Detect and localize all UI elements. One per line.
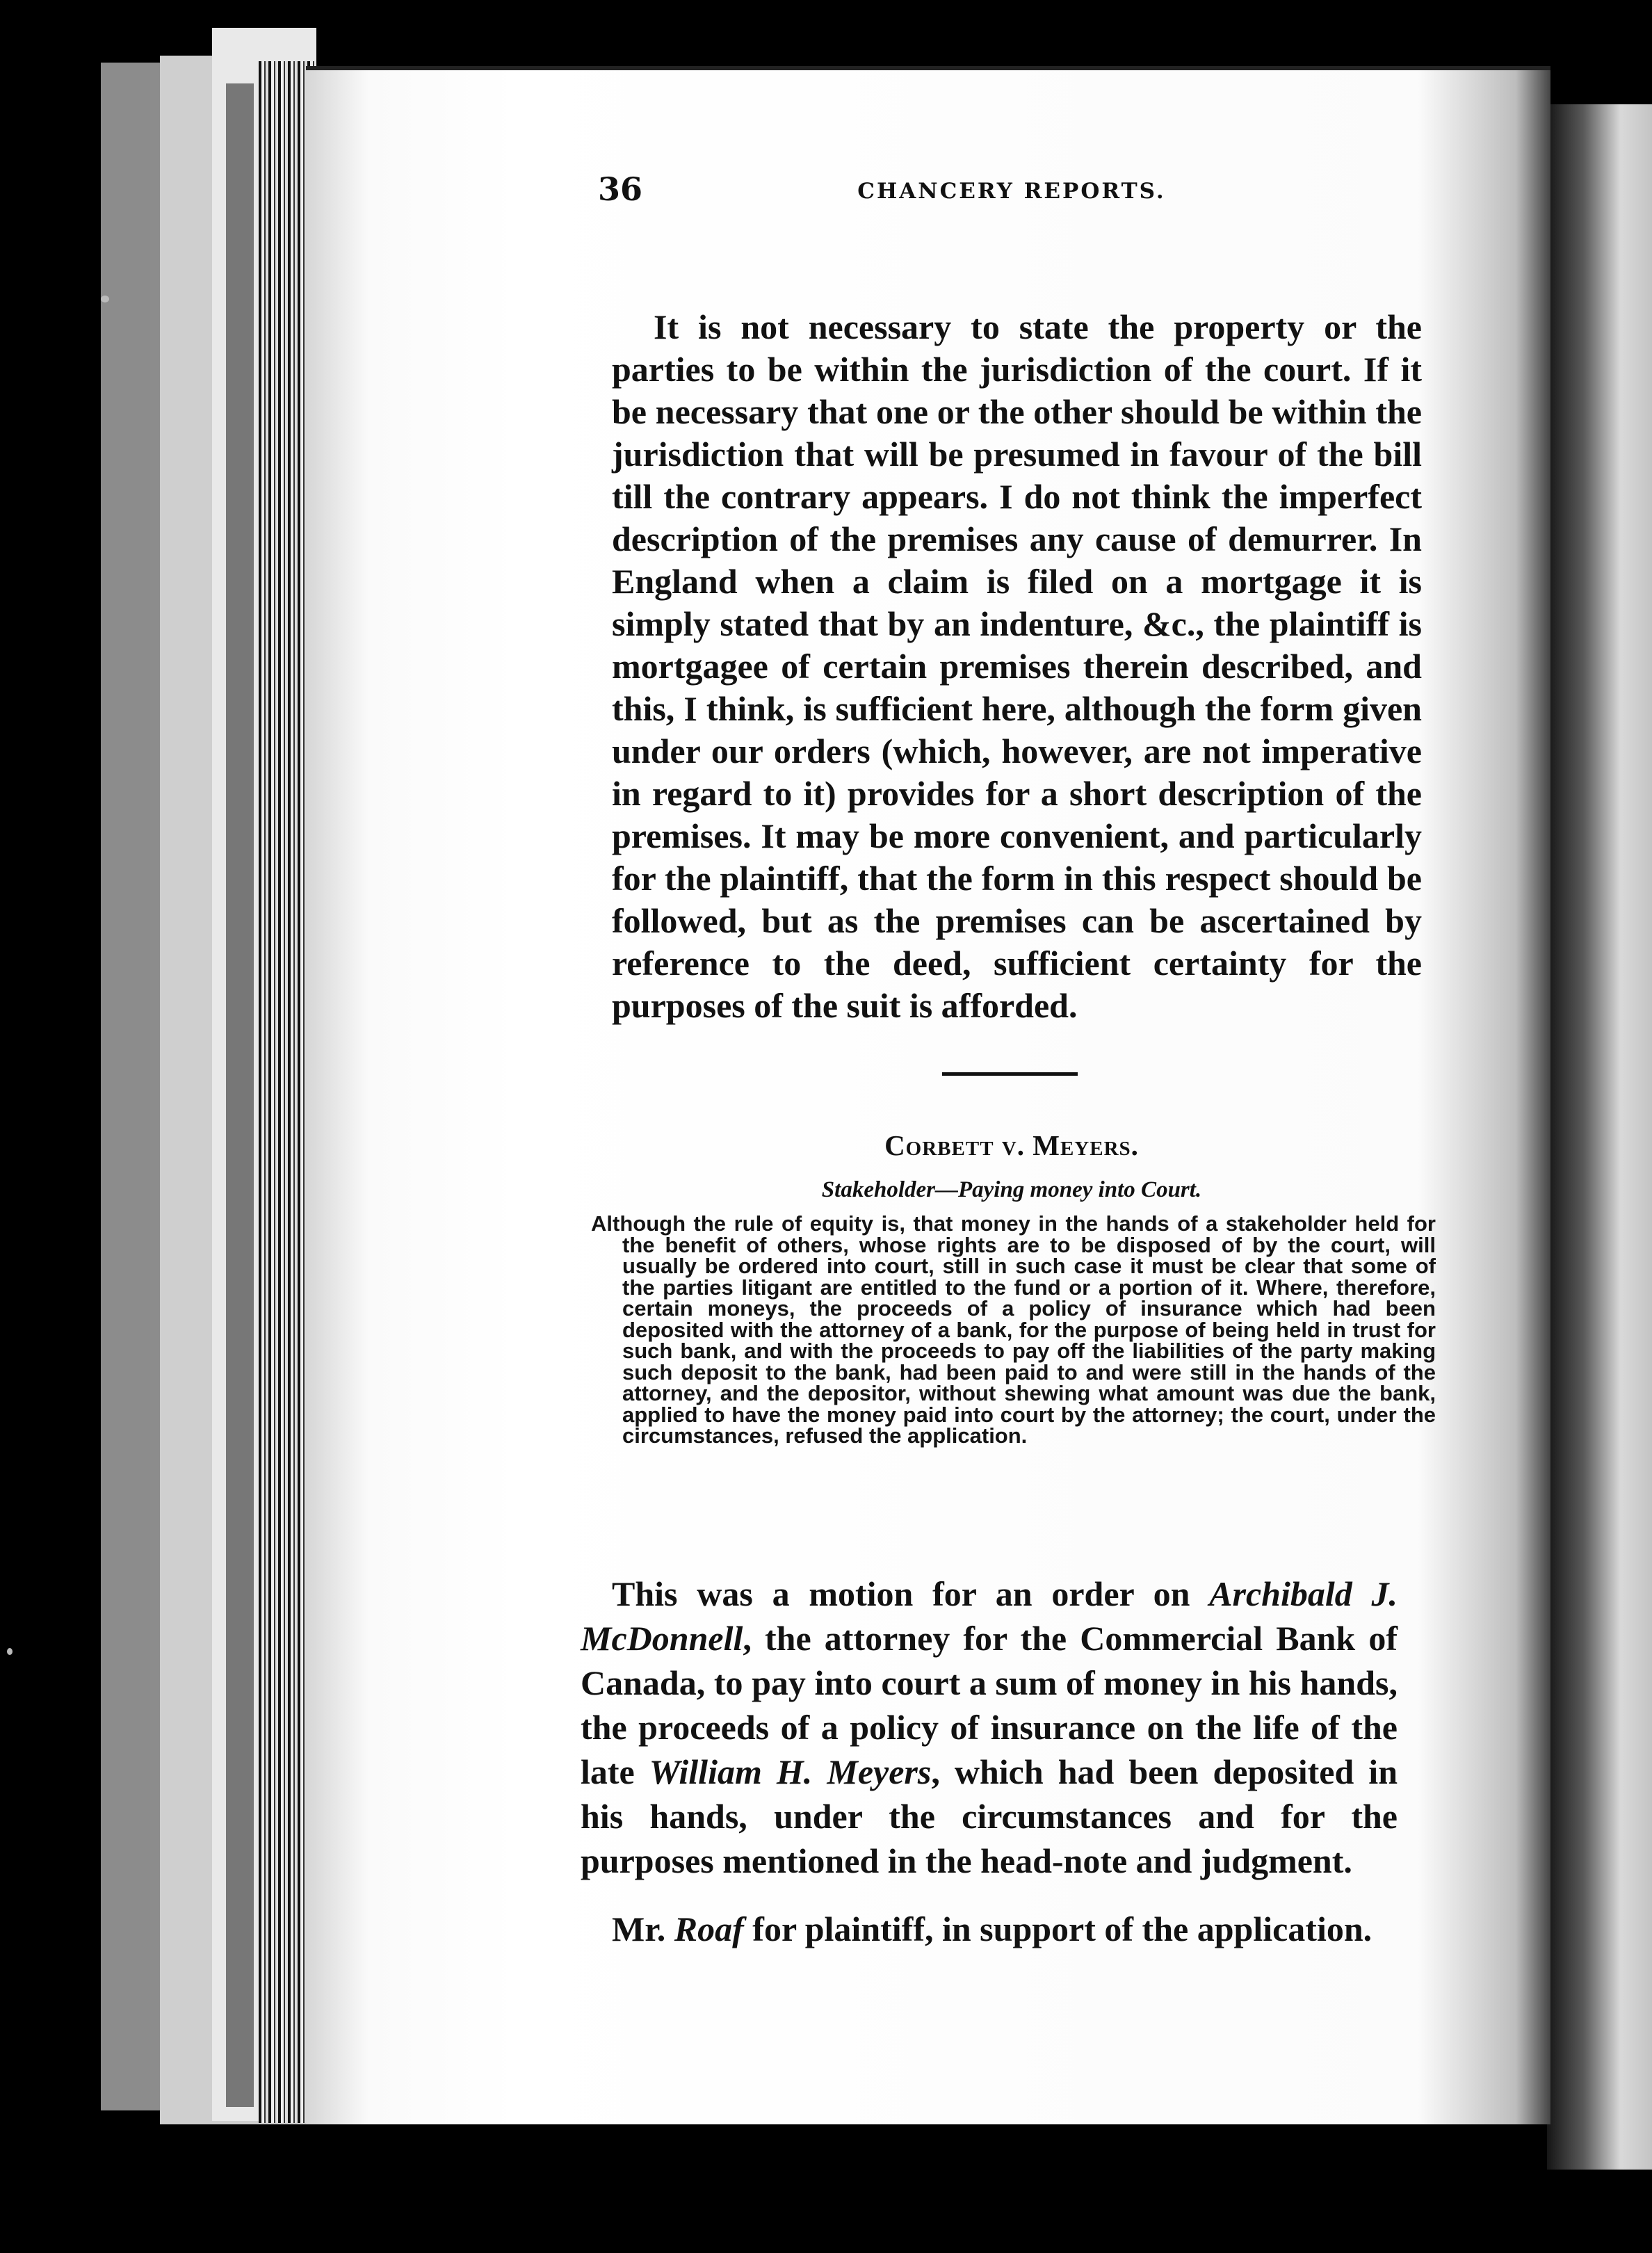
counsel-text-2: for plaintiff, in support of the application. xyxy=(743,1909,1372,1948)
motion-text-1: This was a motion for an order on xyxy=(612,1574,1210,1613)
page-header xyxy=(598,170,1425,212)
insured-name: William H. Meyers xyxy=(649,1752,932,1791)
scan-speck xyxy=(7,1648,13,1655)
counsel-paragraph xyxy=(581,1908,1398,1951)
facing-page-edge xyxy=(1547,104,1652,2170)
attorney-name: Archibald J. McDonnell xyxy=(581,1574,1398,1658)
motion-paragraph xyxy=(581,1572,1398,1883)
case-title: Corbett v. Meyers. xyxy=(884,1129,1139,1161)
counsel-text-1: Mr. xyxy=(612,1909,674,1948)
section-divider xyxy=(942,1072,1078,1076)
counsel-name: Roaf xyxy=(674,1909,744,1948)
scan-speck xyxy=(101,296,109,302)
running-head: CHANCERY REPORTS. xyxy=(857,179,1166,204)
opinion-paragraph: It is not necessary to state the property or the parties to be within the jurisdiction of the court. If it be necessary that one or the other should be within the jurisdiction that will be presumed in favour of the bill till the contrary appears. I do not think the imperfect description of the premises any cause of demurrer. In England when a claim is filed on a mortgage it is simply stated that by an indenture, &c., the plaintiff is mortgagee of certain premises therein described, and this, I think, is sufficient here, although the form given under our orders (which, however, are not imperative in regard to it) provides for a short description of the premises. It may be more convenient, and particularly for the plaintiff, that the form in this respect should be followed, but as the premises can be ascertained by reference to the deed, sufficient certainty for the purposes of the suit is afforded. xyxy=(612,307,1422,1025)
page-number: 36 xyxy=(598,170,643,208)
motion-text-3: , which had been deposited in his hands, under the circumstances and for the purposes mentioned in the head-note and judgment. xyxy=(581,1752,1398,1880)
case-catchwords: Stakeholder—Paying money into Court. xyxy=(821,1177,1202,1202)
motion-text-2: , the attorney for the Commercial Bank of Canada, to pay into court a sum of money in his hands, the proceeds of a policy of insurance on the life of the late xyxy=(581,1619,1398,1791)
case-headnote: Although the rule of equity is, that money in the hands of a stakeholder held for the benefit of others, whose rights are to be disposed of by the court, will usually be ordered into court, still in such case it must be clear that some of the parties litigant are entitled to the fund or a portion of it. Where, therefore, certain moneys, the proceeds of a policy of insurance which had been deposited with the attorney of a bank, for the purpose of being held in trust for such bank, and with the proceeds to pay off the liabilities of the party making such deposit to the bank, had been paid to and were still in the hands of the attorney, and the depositor, without shewing what amount was due the bank, applied to have the money paid into court by the attorney; the court, under the circumstances, refused the application. xyxy=(591,1211,1436,1448)
book-edge-shadow xyxy=(226,83,254,2107)
